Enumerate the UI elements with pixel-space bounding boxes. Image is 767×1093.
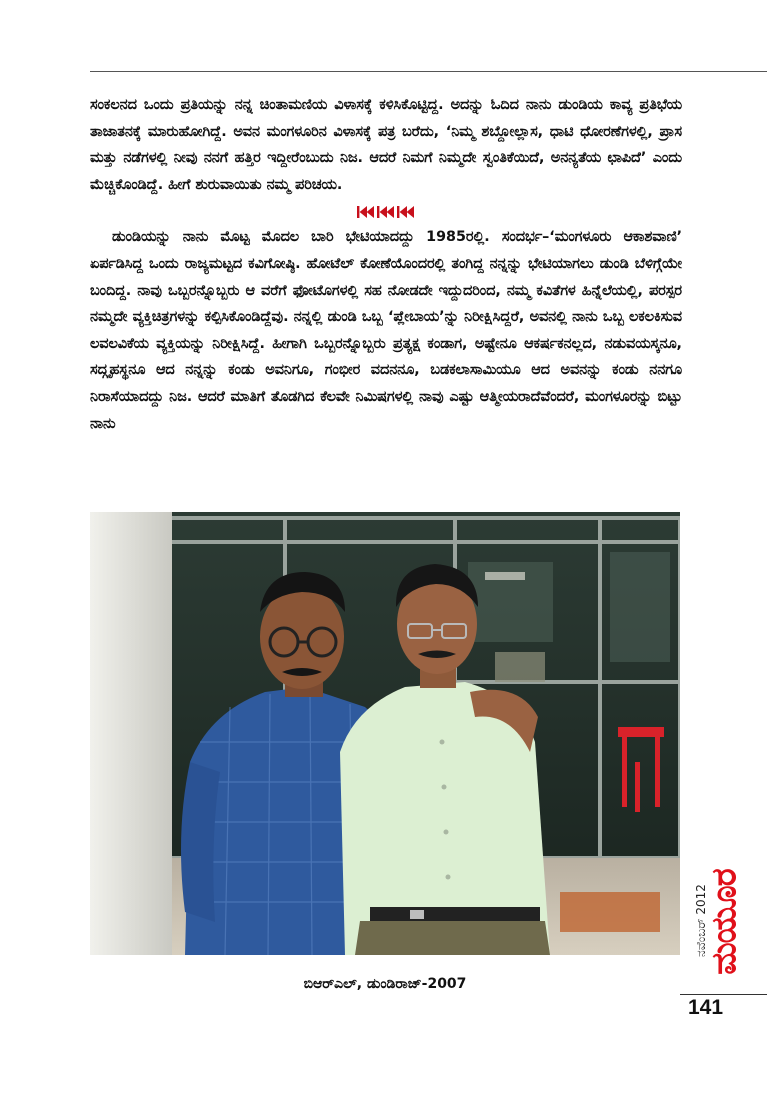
paragraph-1: ಸಂಕಲನದ ಒಂದು ಪ್ರತಿಯನ್ನು ನನ್ನ ಚಿಂತಾಮಣಿಯ ವಿಳಾಸಕ್ಕೆ ಕಳಿಸಿಕೊಟ್ಟಿದ್ದ. ಅದನ್ನು ಓದಿದ ನಾನು ಡುಂಡಿಯ ಕಾವ್ಯ ಪ್ರತಿಭೆಯ ತಾಜಾತನಕ್ಕೆ ಮಾರುಹೋಗಿದ್ದೆ. ಅವನ ಮಂಗಳೂರಿನ ವಿಳಾಸಕ್ಕೆ ಪತ್ರ ಬರೆದು, ‘ನಿಮ್ಮ ಶಬ್ದೋಲ್ಲಾಸ, ಧಾಟಿ ಧೋರಣೆಗಳಲ್ಲಿ, ಪ್ರಾಸ ಮತ್ತು ನಡೆಗಳಲ್ಲಿ ನೀವು ನನಗೆ ಹತ್ತಿರ ಇದ್ದೀರೆಂಬುದು ನಿಜ. ಆದರೆ ನಿಮಗೆ ನಿಮ್ಮದೇ ಸ್ವಂತಿಕೆಯಿದೆ, ಅನನ್ಯತೆಯ ಛಾಪಿದೆ’ ಎಂದು ಮೆಚ್ಚಿಕೊಂಡಿದ್ದೆ. ಹೀಗೆ ಶುರುವಾಯಿತು ನಮ್ಮ ಪರಿಚಯ. bbox=[90, 97, 682, 193]
two-men-photo-illustration bbox=[90, 512, 680, 955]
magazine-name: ಮಯೂರ bbox=[705, 869, 745, 975]
photo-caption: ಬಿಆರ್‌ಎಲ್, ಡುಂಡಿರಾಜ್-2007 bbox=[303, 976, 467, 992]
paragraph-2: ಡುಂಡಿಯನ್ನು ನಾನು ಮೊಟ್ಟ ಮೊದಲ ಬಾರಿ ಭೇಟಿಯಾದದ್ದು 1985ರಲ್ಲಿ. ಸಂದರ್ಭ–‘ಮಂಗಳೂರು ಆಕಾಶವಾಣಿ’ ಏರ್ಪಡಿಸಿದ್ದ ಒಂದು ರಾಜ್ಯಮಟ್ಟದ ಕವಿಗೋಷ್ಠಿ. ಹೋಟೆಲ್ ಕೋಣೆಯೊಂದರಲ್ಲಿ ತಂಗಿದ್ದ ನನ್ನನ್ನು ಭೇಟಿಯಾಗಲು ಡುಂಡಿ ಬೆಳಿಗ್ಗೆಯೇ ಬಂದಿದ್ದ. ನಾವು ಒಬ್ಬರನ್ನೊಬ್ಬರು ಆ ವರೆಗೆ ಫೋಟೊಗಳಲ್ಲಿ ಸಹ ನೋಡದೇ ಇದ್ದುದರಿಂದ, ನಮ್ಮ ಕವಿತೆಗಳ ಹಿನ್ನೆಲೆಯಲ್ಲಿ, ಪರಸ್ಪರ ನಮ್ಮದೇ ವ್ಯಕ್ತಿಚಿತ್ರಗಳನ್ನು ಕಲ್ಪಿಸಿಕೊಂಡಿದ್ದೆವು. ನನ್ನಲ್ಲಿ ಡುಂಡಿ ಒಬ್ಬ ‘ಪ್ಲೇಬಾಯ’ನ್ನು ನಿರೀಕ್ಷಿಸಿದ್ದರೆ, ಅವನಲ್ಲಿ ನಾನು ಒಬ್ಬ ಲಕಲಕಿಸುವ ಲವಲವಿಕೆಯ ವ್ಯಕ್ತಿಯನ್ನು ನಿರೀಕ್ಷಿಸಿದ್ದೆ. ಹೀಗಾಗಿ ಒಬ್ಬರನ್ನೊಬ್ಬರು ಪ್ರತ್ಯಕ್ಷ ಕಂಡಾಗ, ಅಷ್ಟೇನೂ ಆಕರ್ಷಕನಲ್ಲದ, ನಡುವಯಸ್ಕನೂ, ಸದ್ಗೃಹಸ್ಥನೂ ಆದ ನನ್ನನ್ನು ಕಂಡು ಅವನಿಗೂ, ಗಂಭೀರ ವದನನೂ, ಬಡಕಲಾಸಾಮಿಯೂ ಆದ ಅವನನ್ನು ಕಂಡು ನನಗೂ ನಿರಾಸೆಯಾದದ್ದು ನಿಜ. ಆದರೆ ಮಾತಿಗೆ ತೊಡಗಿದ ಕೆಲವೇ ನಿಮಿಷಗಳಲ್ಲಿ ನಾವು ಎಷ್ಟು ಆತ್ಮೀಯರಾದೆವೆಂದರೆ, ಮಂಗಳೂರನ್ನು ಬಿಟ್ಟು ನಾನು bbox=[90, 229, 682, 432]
top-rule bbox=[90, 71, 767, 72]
magazine-logo bbox=[705, 862, 745, 982]
article-photo bbox=[90, 512, 680, 955]
issue-date-text: ನವೆಂಬರ್ 2012 bbox=[693, 883, 708, 957]
section-divider bbox=[90, 200, 682, 224]
bottom-rule bbox=[680, 994, 767, 995]
page-number: 141 bbox=[688, 996, 724, 1019]
article-body bbox=[90, 92, 682, 437]
rewind-triangles-icon bbox=[357, 205, 415, 219]
